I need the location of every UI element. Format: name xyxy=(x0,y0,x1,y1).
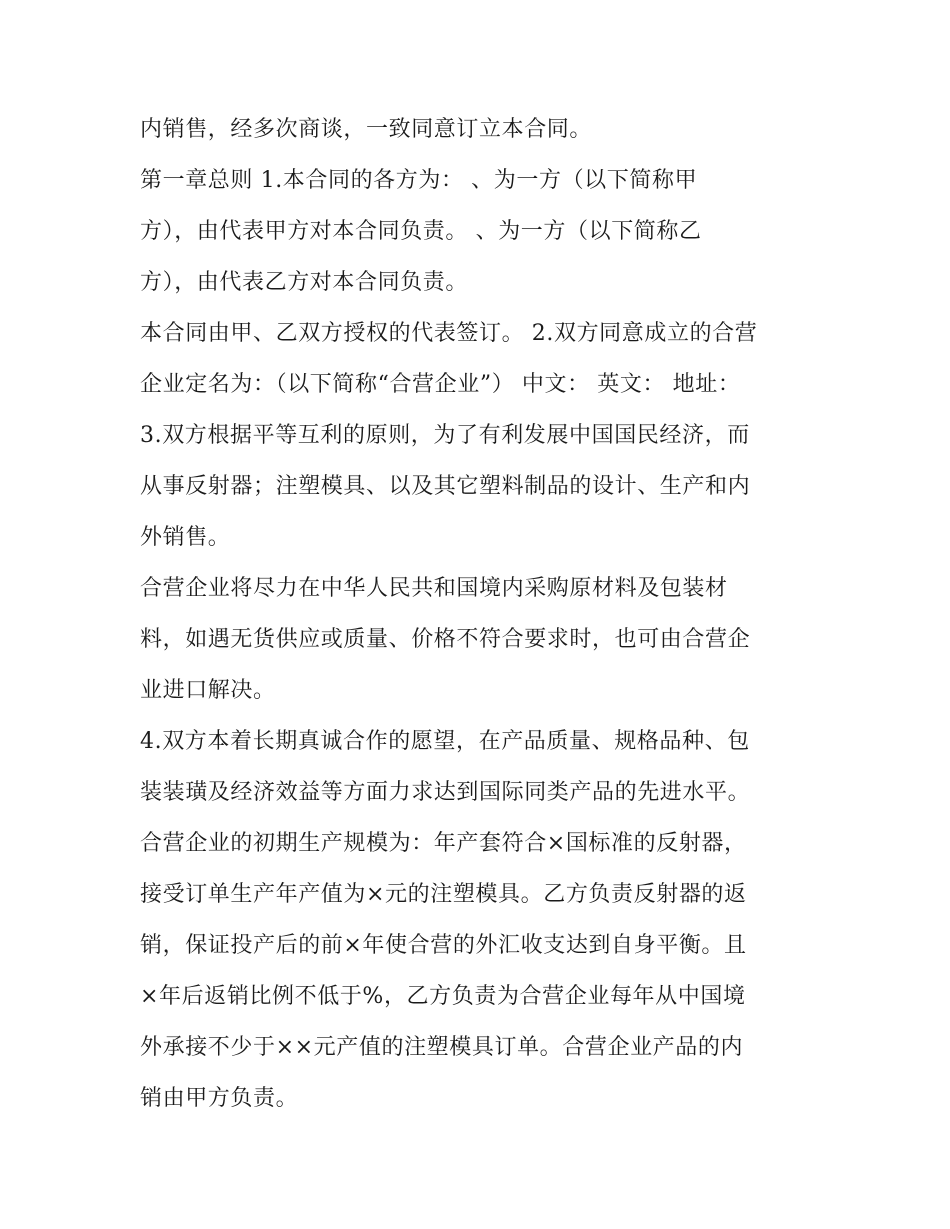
text-line: 接受订单生产年产值为×元的注塑模具。乙方负责反射器的返 xyxy=(140,882,747,907)
text-line: 业进口解决。 xyxy=(140,678,276,703)
text-line: 外销售。 xyxy=(140,525,231,550)
text-line: 方），由代表甲方对本合同负责。 、为一方（以下简称乙 xyxy=(140,219,702,244)
text-line: 合营企业的初期生产规模为：年产套符合×国标准的反射器， xyxy=(140,831,747,856)
text-line: 企业定名为：（以下简称“合营企业”） 中文： 英文： 地址： xyxy=(140,372,741,397)
text-line: 3.双方根据平等互利的原则，为了有利发展中国国民经济，而 xyxy=(140,423,750,448)
contract-text-body xyxy=(140,104,820,1124)
text-line: 合营企业将尽力在中华人民共和国境内采购原材料及包装材 xyxy=(140,576,728,601)
text-line: 第一章总则 1.本合同的各方为： 、为一方（以下简称甲 xyxy=(140,168,698,193)
text-line: 料，如遇无货供应或质量、价格不符合要求时，也可由合营企 xyxy=(140,627,751,652)
text-line: 内销售，经多次商谈，一致同意订立本合同。 xyxy=(140,117,593,142)
text-line: 本合同由甲、乙双方授权的代表签订。 2.双方同意成立的合营 xyxy=(140,321,758,346)
text-line: 外承接不少于××元产值的注塑模具订单。合营企业产品的内 xyxy=(140,1035,744,1060)
text-line: 销，保证投产后的前×年使合营的外汇收支达到自身平衡。且 xyxy=(140,933,747,958)
text-line: 方），由代表乙方对本合同负责。 xyxy=(140,270,469,295)
text-line: 4.双方本着长期真诚合作的愿望，在产品质量、规格品种、包 xyxy=(140,729,750,754)
text-line: 从事反射器；注塑模具、以及其它塑料制品的设计、生产和内 xyxy=(140,474,751,499)
text-line: 销由甲方负责。 xyxy=(140,1086,299,1111)
text-line: ×年后返销比例不低于%，乙方负责为合营企业每年从中国境 xyxy=(140,984,746,1009)
text-line: 装装璜及经济效益等方面力求达到国际同类产品的先进水平。 xyxy=(140,780,751,805)
